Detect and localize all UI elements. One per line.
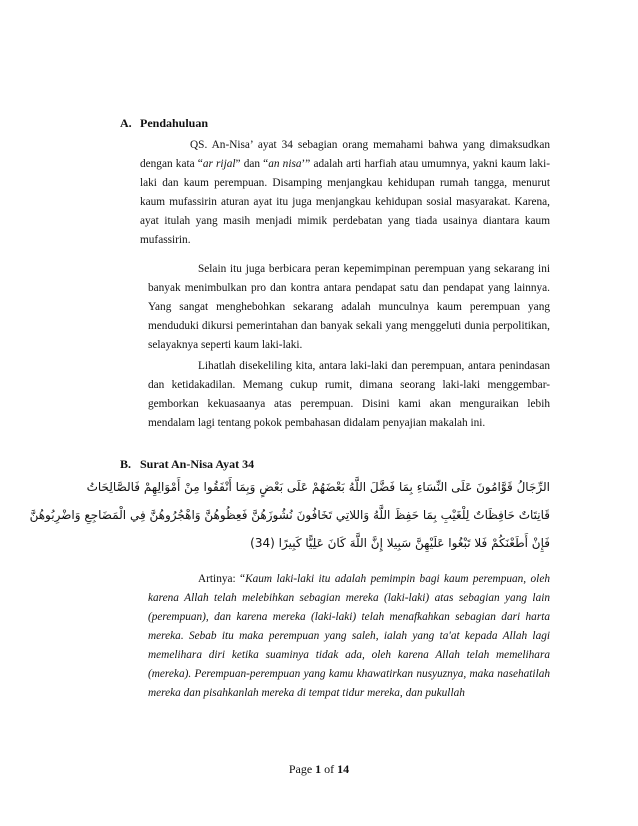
paragraph-1-part-b: ” dan “ <box>235 158 269 170</box>
paragraph-2: Selain itu juga berbicara peran kepemimpinan perempuan yang sekarang ini banyak menimbulkan pro dan kontra antara pendapat satu dan pendapat yang lainnya. Yang sangat menghebohkan sekarang adalah munculnya kaum perempuan yang menduduki dikursi pemerintahan dan banyak sekali yang menggeluti dunia perpolitikan, selayaknya seperti kaum laki-laki. <box>148 263 550 351</box>
term-ar-rijal: ar rijal <box>202 158 236 170</box>
translation-block <box>148 570 550 703</box>
section-b-heading <box>120 457 254 472</box>
paragraph-1-part-c: ’” adalah arti harfiah atau umumnya, yakni kaum laki-laki dan kaum perempuan. Disamping menjangkau kehidupan rumah tangga, menurut kaum mufassirin aturan ayat itu juga menjangkau kehidupan sosial masyarakat. Karena, ayat itulah yang masih menjadi mimik perdebatan yang tiada usainya diantara kaum mufassirin. <box>140 158 550 246</box>
paragraph-1 <box>140 136 550 250</box>
paragraph-3: Lihatlah disekeliling kita, antara laki-laki dan perempuan, antara penindasan dan ketidakadilan. Memang cukup rumit, dimana seorang laki-laki menggembar-gemborkan kekuasaanya atas perempuan. Disini kami akan menguraikan lebih mendalam lagi tentang pokok pembahasan didalam penyajian makalah ini. <box>148 360 550 429</box>
page-label: Page <box>288 762 313 776</box>
page-footer <box>0 762 638 777</box>
section-a-letter: A. <box>120 116 132 130</box>
section-a-body-2 <box>148 260 550 433</box>
arabic-line-2: قَانِتَاتٌ حَافِظَاتٌ لِلْغَيْبِ بِمَا حَفِظَ اللَّهُ وَاللاتِي تَخَافُونَ نُشُوزَهُنَّ فَعِظُوهُنَّ وَاهْجُرُوهُنَّ فِي الْمَضَاجِعِ وَاضْرِبُوهُنَّ <box>29 508 550 522</box>
section-a-heading <box>120 116 208 131</box>
translation-label: Artinya: “ <box>198 573 246 585</box>
page-of-label: of <box>324 762 335 776</box>
translation-paragraph <box>148 570 550 703</box>
arabic-verse <box>29 473 550 557</box>
page-total: 14 <box>337 762 350 776</box>
section-a-body-1 <box>140 136 550 250</box>
arabic-line-1: الرِّجَالُ قَوَّامُونَ عَلَى النِّسَاءِ بِمَا فَضَّلَ اللَّهُ بَعْضَهُمْ عَلَى بَعْضٍ وَبِمَا أَنْفَقُوا مِنْ أَمْوَالِهِمْ فَالصَّالِحَاتُ <box>86 480 550 494</box>
section-a-title: Pendahuluan <box>140 116 209 130</box>
page-number: 1 <box>315 762 322 776</box>
section-b-title: Surat An-Nisa Ayat 34 <box>140 457 255 471</box>
section-b-letter: B. <box>120 457 132 471</box>
paragraph-1-part-a: QS. An-Nisa’ ayat 34 sebagian orang memahami bahwa yang dimaksudkan dengan kata “ <box>140 139 550 170</box>
term-an-nisa: an nisa <box>268 158 302 170</box>
arabic-line-3: فَإِنْ أَطَعْنَكُمْ فَلا تَبْغُوا عَلَيْهِنَّ سَبِيلا إِنَّ اللَّهَ كَانَ عَلِيًّا كَبِيرًا (34) <box>250 536 550 550</box>
translation-text: Kaum laki-laki itu adalah pemimpin bagi kaum perempuan, oleh karena Allah telah melebihkan sebagian mereka (laki-laki) atas sebagian yang lain (perempuan), dan karena mereka (laki-laki) telah menafkahkan sebagian dari harta mereka. Sebab itu maka perempuan yang saleh, ialah yang ta'at kepada Allah lagi memelihara diri ketika suaminya tidak ada, oleh karena Allah telah memelihara (mereka). Perempuan-perempuan yang kamu khawatirkan nusyuznya, maka nasehatilah mereka dan pisahkanlah mereka di tempat tidur mereka, dan pukullah <box>148 573 550 699</box>
